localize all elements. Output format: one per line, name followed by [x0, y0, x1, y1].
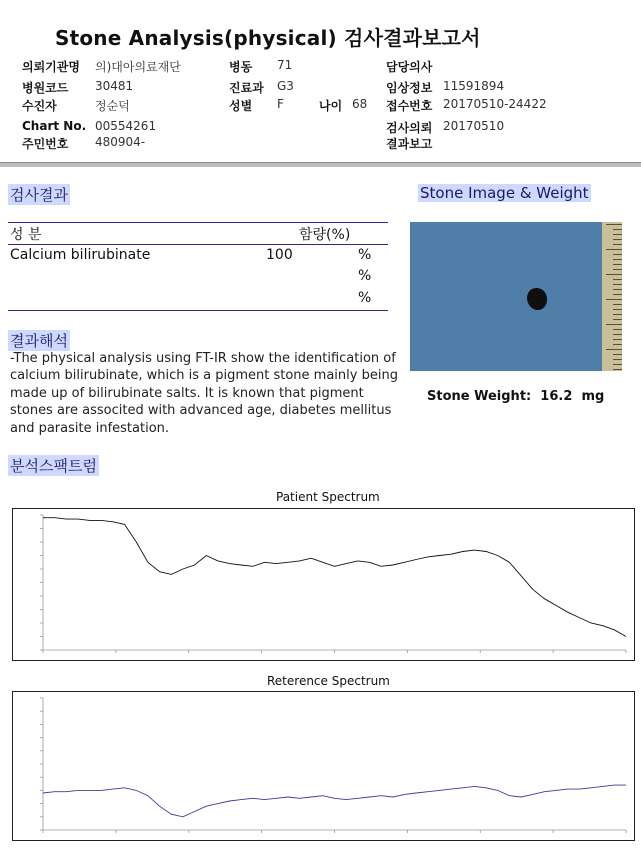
institution-label: 의뢰기관명 [22, 60, 80, 74]
institution-value: 의)대아의료재단 [95, 60, 181, 74]
spectrum-line-reference [43, 785, 626, 817]
ruler-tick [606, 249, 622, 250]
row-unit: % [358, 268, 372, 284]
result-heading: 검사결과 [10, 186, 68, 204]
ruler-tick [613, 314, 622, 315]
ruler-tick [613, 344, 622, 345]
stone-photo [410, 222, 622, 371]
patient-spectrum-svg [13, 509, 634, 660]
ruler-tick [606, 324, 622, 325]
age-label: 나이 [319, 99, 343, 113]
ruler-tick [613, 334, 622, 335]
ward-label: 병동 [229, 60, 253, 74]
reference-spectrum-chart [12, 691, 635, 841]
weight-value: 16.2 [540, 389, 573, 404]
ruler-tick [613, 259, 622, 260]
stone-weight [427, 389, 604, 404]
clinical-label: 임상정보 [386, 81, 433, 95]
ruler-tick [606, 274, 622, 275]
dept-value: G3 [277, 79, 294, 93]
ruler-tick [613, 279, 622, 280]
col-component: 성 분 [10, 227, 42, 243]
reference-spectrum-title: Reterence Spectrum [267, 674, 390, 688]
clinical-value: 11591894 [443, 79, 505, 93]
sex-label: 성별 [229, 99, 253, 113]
patient-value: 정순덕 [95, 99, 130, 113]
header-divider [0, 162, 641, 167]
spectrum-heading: 분석스팩트럼 [10, 457, 97, 475]
ruler-tick [613, 329, 622, 330]
ruler-tick [613, 264, 622, 265]
request-label: 검사의뢰 [386, 121, 433, 135]
table-header-line [8, 244, 388, 245]
doctor-label: 담당의사 [386, 60, 433, 74]
ruler-scale [602, 222, 622, 371]
image-heading: Stone Image & Weight [420, 184, 589, 202]
dept-label: 진료과 [229, 81, 264, 95]
request-value: 20170510 [443, 119, 505, 133]
row-unit: % [358, 290, 372, 306]
chart-no-label: Chart No. [22, 119, 87, 133]
spectrum-line-patient [43, 518, 626, 637]
receipt-value: 20170510-24422 [443, 97, 547, 111]
ruler-tick [613, 254, 622, 255]
ruler-tick [613, 294, 622, 295]
ruler-tick [613, 304, 622, 305]
ruler-tick [606, 349, 622, 350]
sex-value: F [277, 97, 284, 111]
weight-label: Stone Weight: [427, 389, 532, 404]
ruler-tick [613, 339, 622, 340]
patient-spectrum-title: Patient Spectrum [276, 490, 380, 504]
resident-no-label: 주민번호 [22, 137, 69, 151]
report-label: 결과보고 [386, 137, 433, 151]
ruler-tick [613, 239, 622, 240]
report-title: Stone Analysis(physical) 검사결과보고서 [55, 26, 481, 50]
col-content: 함량(%) [299, 227, 351, 243]
ruler-tick [613, 369, 622, 370]
weight-unit: mg [581, 389, 605, 404]
chart-no-value: 00554261 [95, 119, 157, 133]
ruler-tick [613, 319, 622, 320]
ward-value: 71 [277, 58, 293, 72]
axis-line [43, 698, 626, 830]
hospital-code-label: 병원코드 [22, 81, 69, 95]
reference-spectrum-svg [13, 692, 634, 840]
patient-spectrum-chart [12, 508, 635, 661]
patient-label: 수진자 [22, 99, 57, 113]
table-top-line [8, 222, 388, 223]
ruler-tick [613, 309, 622, 310]
row-component: Calcium bilirubinate [10, 247, 151, 263]
ruler-tick [613, 284, 622, 285]
ruler-tick [606, 224, 622, 225]
row-value: 100 [266, 247, 293, 263]
ruler-tick [613, 364, 622, 365]
ruler-tick [613, 269, 622, 270]
ruler-tick [613, 234, 622, 235]
interpretation-heading: 결과해석 [10, 332, 68, 350]
axis-line [43, 515, 626, 650]
interpretation-text: -The physical analysis using FT-IR show the identification of calcium bilirubinate, which is a pigment stone mainly being made up of bilirubinate salts. It is known that pigment stones are associted with advanced age, diabetes mellitus and parasite infestation. [10, 351, 398, 436]
ruler-tick [613, 289, 622, 290]
row-unit: % [358, 247, 372, 263]
ruler-tick [613, 359, 622, 360]
ruler-tick [606, 299, 622, 300]
receipt-label: 접수번호 [386, 99, 433, 113]
ruler-tick [613, 229, 622, 230]
hospital-code-value: 30481 [95, 79, 134, 93]
stone-specimen [527, 288, 547, 310]
ruler-tick [613, 244, 622, 245]
age-value: 68 [352, 97, 368, 111]
table-bottom-line [8, 310, 388, 311]
ruler-tick [613, 354, 622, 355]
resident-no-value: 480904- [95, 135, 146, 149]
